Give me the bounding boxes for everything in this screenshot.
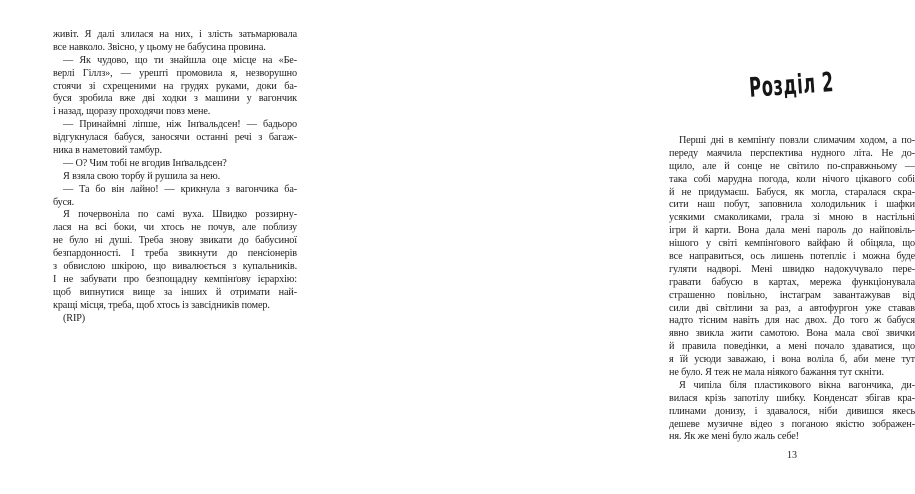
text-line: ігри й карти. Вона дала мені пароль до найповіль- — [669, 225, 915, 237]
text-line: плинами донизу, і здавалося, ніби дивишся якесь — [669, 405, 915, 417]
chapter-title-text: Розділ 2 — [748, 67, 836, 104]
text-line: — Та бо він лайно! — крикнула з вагончика ба- — [63, 183, 297, 195]
text-line: ника в наметовий тамбур. — [53, 145, 162, 157]
text-line: сили дві світлини за раз, а автофургон уже ставав — [669, 302, 915, 314]
text-line: нішого у світі кемпінґового вайфаю й обіцяла, що — [669, 238, 915, 250]
text-line: дешеве музичне відео з поганою якістю зображен- — [669, 418, 915, 430]
left-page — [0, 0, 320, 494]
text-line: Я чипіла біля пластикового вікна вагончика, ди- — [679, 379, 915, 391]
text-line: надто тісним навіть для нас двох. До того ж бабуся — [669, 315, 915, 327]
page-number: 13 — [787, 450, 797, 461]
right-page-text-block — [669, 135, 915, 444]
text-line: ня. Як же мені було жаль себе! — [669, 431, 799, 443]
text-line: живіт. Я далі злилася на них, і злість затьмарювала — [53, 29, 297, 40]
text-line: все направиться, ось лишень потепліє і можна буде — [669, 251, 915, 263]
text-line: щило, але й сонце не світило по-справжньому — — [669, 160, 915, 172]
text-line: і назад, щоразу проходячи повз мене. — [53, 106, 211, 118]
text-line: І не забувати про безпощадну кемпінґову ієрархію: — [53, 273, 297, 285]
text-line: явно звикла жити самотою. Вона мала свої звички — [669, 328, 915, 340]
text-line: все навколо. Звісно, у цьому не бабусина провина. — [53, 41, 266, 53]
text-line: Я почервоніла по самі вуха. Швидко роззирну- — [63, 209, 297, 221]
text-line: така собі марудна погода, коли нічого цікавого собі — [669, 173, 915, 185]
text-line: й не придумаєш. Бабуся, як могла, старалася скра- — [669, 186, 915, 198]
text-line: відгукнулася бабуся, заносячи останні речі з багаж- — [53, 132, 297, 144]
text-line: кращі місця, треба, щоб хтось із завсідників помер. — [53, 299, 270, 311]
text-line: Я взяла свою торбу й рушила за нею. — [63, 170, 220, 182]
text-line: — Як чудово, що ти знайшла оце місце на «Бе- — [63, 54, 297, 66]
text-line: усякими смаколиками, грала зі мною в настільні — [669, 212, 915, 224]
text-line: лася на всі боки, чи хтось не почув, але поблизу — [53, 222, 297, 234]
text-line: не було. Я теж не мала ніякого бажання тут скніти. — [669, 367, 884, 379]
text-line: я їй усюди заважаю, і вона воліла б, аби мене тут — [669, 354, 915, 366]
text-line: щоб випнутися вище за інших й отримати най- — [53, 286, 297, 298]
text-line: гравати бабусю в картах, мережа функціонувала — [669, 276, 915, 288]
text-line: безпардонності. І треба звикнути до пенсіонерів — [53, 248, 297, 260]
chapter-title — [669, 67, 915, 104]
text-line: й правила поведінки, а мені почало здаватися, що — [669, 341, 915, 353]
text-line: сити наш побут, заповнила холодильник і шафки — [669, 199, 915, 211]
text-line: — Принаймні ліпше, ніж Інґвальдсен! — бадьоро — [63, 119, 297, 131]
text-line: стоячи зі схрещеними на грудях руками, доки ба- — [53, 80, 297, 92]
text-line: Перші дні в кемпінґу повзли слимачим ходом, а по- — [679, 135, 915, 146]
text-line: — О? Чим тобі не вгодив Інґвальдсен? — [63, 157, 227, 169]
right-page — [320, 0, 915, 494]
left-page-text-block — [53, 29, 297, 325]
text-line: буся. — [53, 196, 75, 208]
text-line: буся зробила вже дві ходки з машини у вагончик — [53, 93, 297, 105]
text-line: верлі Гіллз», — урешті промовила я, незворушно — [53, 67, 297, 79]
text-line: гуляти надворі. Мені швидко надокучувало пере- — [669, 263, 915, 275]
text-line: з обвислою шкірою, що вивалюється з купальників. — [53, 261, 297, 273]
text-line: переду маячила перспектива нудного літа. Не до- — [669, 147, 915, 159]
text-line: не було ні душі. Треба знову звикати до бабусиної — [53, 235, 297, 247]
text-line: вилася крізь запотілу шибку. Конденсат збігав кра- — [669, 392, 915, 404]
text-line: страшенно повільно, інстаграм завантажував від — [669, 289, 915, 301]
text-line: (RIP) — [63, 312, 86, 324]
